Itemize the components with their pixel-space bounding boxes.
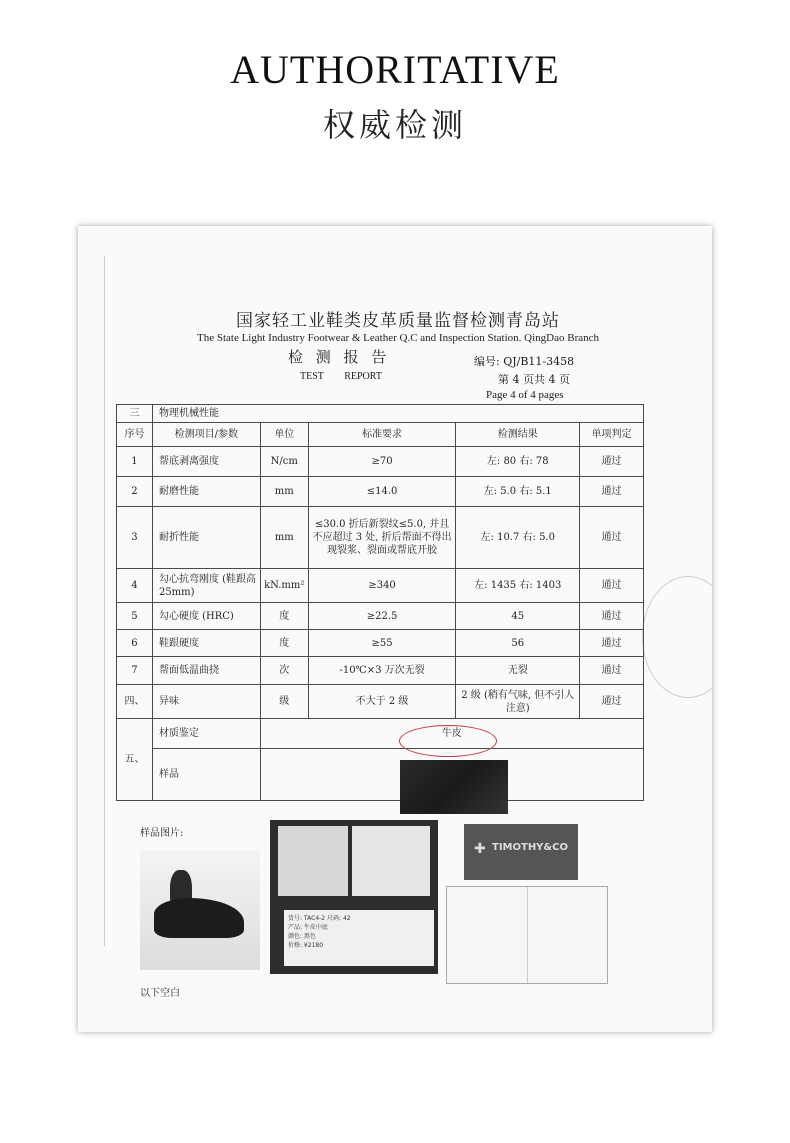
tag-label — [278, 826, 348, 896]
page-subtitle: 权威检测 — [322, 106, 467, 144]
table-row — [117, 447, 644, 477]
column-header: 标准要求 — [308, 423, 456, 447]
row-result: 左: 80 右: 78 — [456, 447, 580, 477]
table-row — [117, 685, 644, 719]
brand-name: TIMOTHY&CO — [492, 842, 568, 853]
sample-label: 样品 — [152, 749, 260, 801]
row-requirement: ≥70 — [308, 447, 456, 477]
report-title-en: TEST REPORT — [300, 371, 382, 382]
row-item: 鞋跟硬度 — [152, 630, 260, 657]
row-unit: 次 — [260, 657, 308, 685]
row-unit: mm — [260, 507, 308, 569]
column-header: 检测结果 — [456, 423, 580, 447]
institution-name-en: The State Light Industry Footwear & Leather Q.C and Inspection Station. QingDao Branch — [196, 332, 600, 344]
leather-sample-swatch — [400, 760, 508, 814]
row-result: 左: 10.7 右: 5.0 — [456, 507, 580, 569]
shoe-photo — [140, 850, 260, 970]
row-unit: 度 — [260, 630, 308, 657]
product-card: 货号: TAC4-2 尺码: 42 产品: 牛皮中底 颜色: 黑色 价格: ¥2180 — [284, 910, 434, 966]
institution-name-cn: 国家轻工业鞋类皮革质量监督检测青岛站 — [236, 311, 560, 331]
section-header-row — [117, 405, 644, 423]
row-requirement: ≤30.0 折后新裂纹≤5.0, 并且不应超过 3 处, 折后帮面不得出现裂浆、裂面或帮底开胶 — [308, 507, 456, 569]
scan-edge — [104, 256, 105, 946]
row-item: 耐磨性能 — [152, 477, 260, 507]
row-item: 异味 — [152, 685, 260, 719]
column-header: 单项判定 — [580, 423, 644, 447]
table-row — [117, 477, 644, 507]
shoe-side-shape — [154, 898, 244, 938]
row-item: 勾心抗弯刚度 (鞋跟高 25mm) — [152, 569, 260, 603]
report-page-cn: 第 4 页共 4 页 — [498, 373, 570, 386]
brand-photo — [464, 824, 578, 880]
test-report-document — [78, 226, 712, 1032]
row-verdict: 通过 — [580, 477, 644, 507]
row-number: 2 — [117, 477, 153, 507]
booklet-page — [447, 887, 528, 983]
row-number: 3 — [117, 507, 153, 569]
row-requirement: ≥55 — [308, 630, 456, 657]
row-result: 左: 5.0 右: 5.1 — [456, 477, 580, 507]
row-verdict: 通过 — [580, 657, 644, 685]
row-requirement: ≥340 — [308, 569, 456, 603]
row-verdict: 通过 — [580, 603, 644, 630]
report-number: 编号: QJ/B11-3458 — [474, 355, 575, 368]
official-stamp — [642, 576, 712, 698]
row-verdict: 通过 — [580, 569, 644, 603]
row-result: 无裂 — [456, 657, 580, 685]
row-verdict: 通过 — [580, 447, 644, 477]
tag-label — [352, 826, 430, 896]
column-header: 序号 — [117, 423, 153, 447]
row-item: 勾心硬度 (HRC) — [152, 603, 260, 630]
blank-note: 以下空白 — [140, 988, 180, 999]
section-title: 物理机械性能 — [152, 405, 643, 423]
row-result: 45 — [456, 603, 580, 630]
row-number: 1 — [117, 447, 153, 477]
table-row — [117, 657, 644, 685]
section-number: 五、 — [117, 719, 153, 801]
material-label: 材质鉴定 — [152, 719, 260, 749]
sample-row — [117, 749, 644, 801]
row-unit: N/cm — [260, 447, 308, 477]
table-row — [117, 569, 644, 603]
row-number: 6 — [117, 630, 153, 657]
row-number: 四、 — [117, 685, 153, 719]
booklet-page — [528, 887, 608, 983]
table-header-row — [117, 423, 644, 447]
row-unit: 级 — [260, 685, 308, 719]
row-number: 4 — [117, 569, 153, 603]
highlight-ellipse — [399, 725, 497, 757]
table-row — [117, 603, 644, 630]
section-number: 三 — [117, 405, 153, 423]
report-page-en: Page 4 of 4 pages — [486, 389, 564, 401]
row-requirement: -10℃×3 万次无裂 — [308, 657, 456, 685]
table-row — [117, 507, 644, 569]
row-unit: mm — [260, 477, 308, 507]
row-number: 5 — [117, 603, 153, 630]
row-number: 7 — [117, 657, 153, 685]
row-requirement: ≤14.0 — [308, 477, 456, 507]
column-header: 单位 — [260, 423, 308, 447]
brand-cross-icon: ✚ — [474, 841, 486, 857]
test-results-table — [116, 404, 644, 801]
row-result: 左: 1435 右: 1403 — [456, 569, 580, 603]
photos-label: 样品图片: — [140, 828, 184, 839]
booklet-photo — [446, 886, 608, 984]
row-item: 耐折性能 — [152, 507, 260, 569]
row-item: 帮底剥离强度 — [152, 447, 260, 477]
table-row — [117, 630, 644, 657]
row-verdict: 通过 — [580, 630, 644, 657]
row-verdict: 通过 — [580, 507, 644, 569]
report-title-cn: 检 测 报 告 — [288, 348, 391, 366]
material-row — [117, 719, 644, 749]
row-item: 帮面低温曲挠 — [152, 657, 260, 685]
label-photo — [270, 820, 438, 974]
row-requirement: 不大于 2 级 — [308, 685, 456, 719]
page-title: AUTHORITATIVE — [230, 47, 560, 92]
row-result: 2 级 (稍有气味, 但不引人注意) — [456, 685, 580, 719]
row-result: 56 — [456, 630, 580, 657]
row-verdict: 通过 — [580, 685, 644, 719]
row-unit: kN.mm² — [260, 569, 308, 603]
material-value: 牛皮 — [260, 719, 643, 749]
row-requirement: ≥22.5 — [308, 603, 456, 630]
column-header: 检测项目/参数 — [152, 423, 260, 447]
row-unit: 度 — [260, 603, 308, 630]
